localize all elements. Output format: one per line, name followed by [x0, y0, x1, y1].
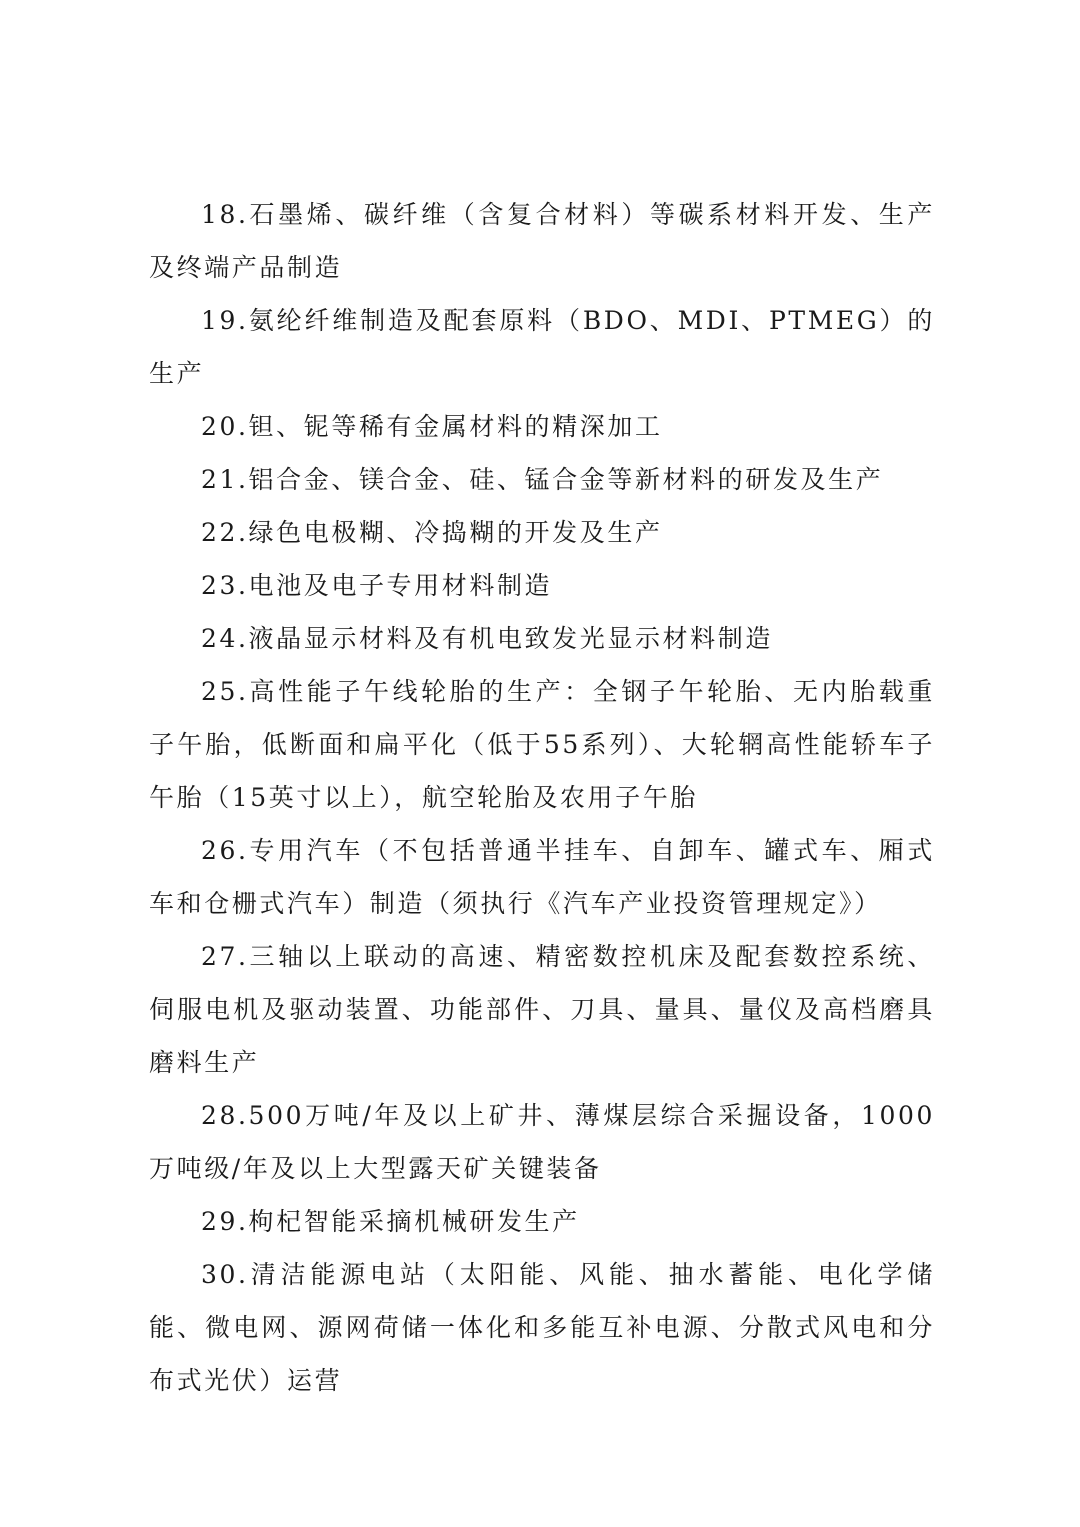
list-item-20: 20.钽、铌等稀有金属材料的精深加工 [201, 412, 663, 441]
list-item-18: 18.石墨烯、碳纤维（含复合材料）等碳系材料开发、生产及终端产品制造 [149, 200, 935, 282]
list-item-29: 29.枸杞智能采摘机械研发生产 [201, 1207, 580, 1236]
list-item-25: 25.高性能子午线轮胎的生产：全钢子午轮胎、无内胎载重子午胎，低断面和扁平化（低于55系列）、大轮辋高性能轿车子午胎（15英寸以上），航空轮胎及农用子午胎 [149, 677, 935, 812]
list-item-22: 22.绿色电极糊、冷捣糊的开发及生产 [201, 518, 663, 547]
list-item-21: 21.铝合金、镁合金、硅、锰合金等新材料的研发及生产 [201, 465, 884, 494]
list-item-30: 30.清洁能源电站（太阳能、风能、抽水蓄能、电化学储能、微电网、源网荷储一体化和多能互补电源、分散式风电和分布式光伏）运营 [149, 1260, 935, 1395]
list-item-19: 19.氨纶纤维制造及配套原料（BDO、MDI、PTMEG）的生产 [149, 306, 935, 388]
list-item-24: 24.液晶显示材料及有机电致发光显示材料制造 [201, 624, 773, 653]
document-body [149, 188, 935, 1407]
list-item-23: 23.电池及电子专用材料制造 [201, 571, 553, 600]
list-item-27: 27.三轴以上联动的高速、精密数控机床及配套数控系统、伺服电机及驱动装置、功能部件、刀具、量具、量仪及高档磨具磨料生产 [149, 942, 935, 1077]
list-item-28: 28.500万吨/年及以上矿井、薄煤层综合采掘设备，1000万吨级/年及以上大型露天矿关键装备 [149, 1101, 935, 1183]
list-item-26: 26.专用汽车（不包括普通半挂车、自卸车、罐式车、厢式车和仓栅式汽车）制造（须执行《汽车产业投资管理规定》） [149, 836, 935, 918]
